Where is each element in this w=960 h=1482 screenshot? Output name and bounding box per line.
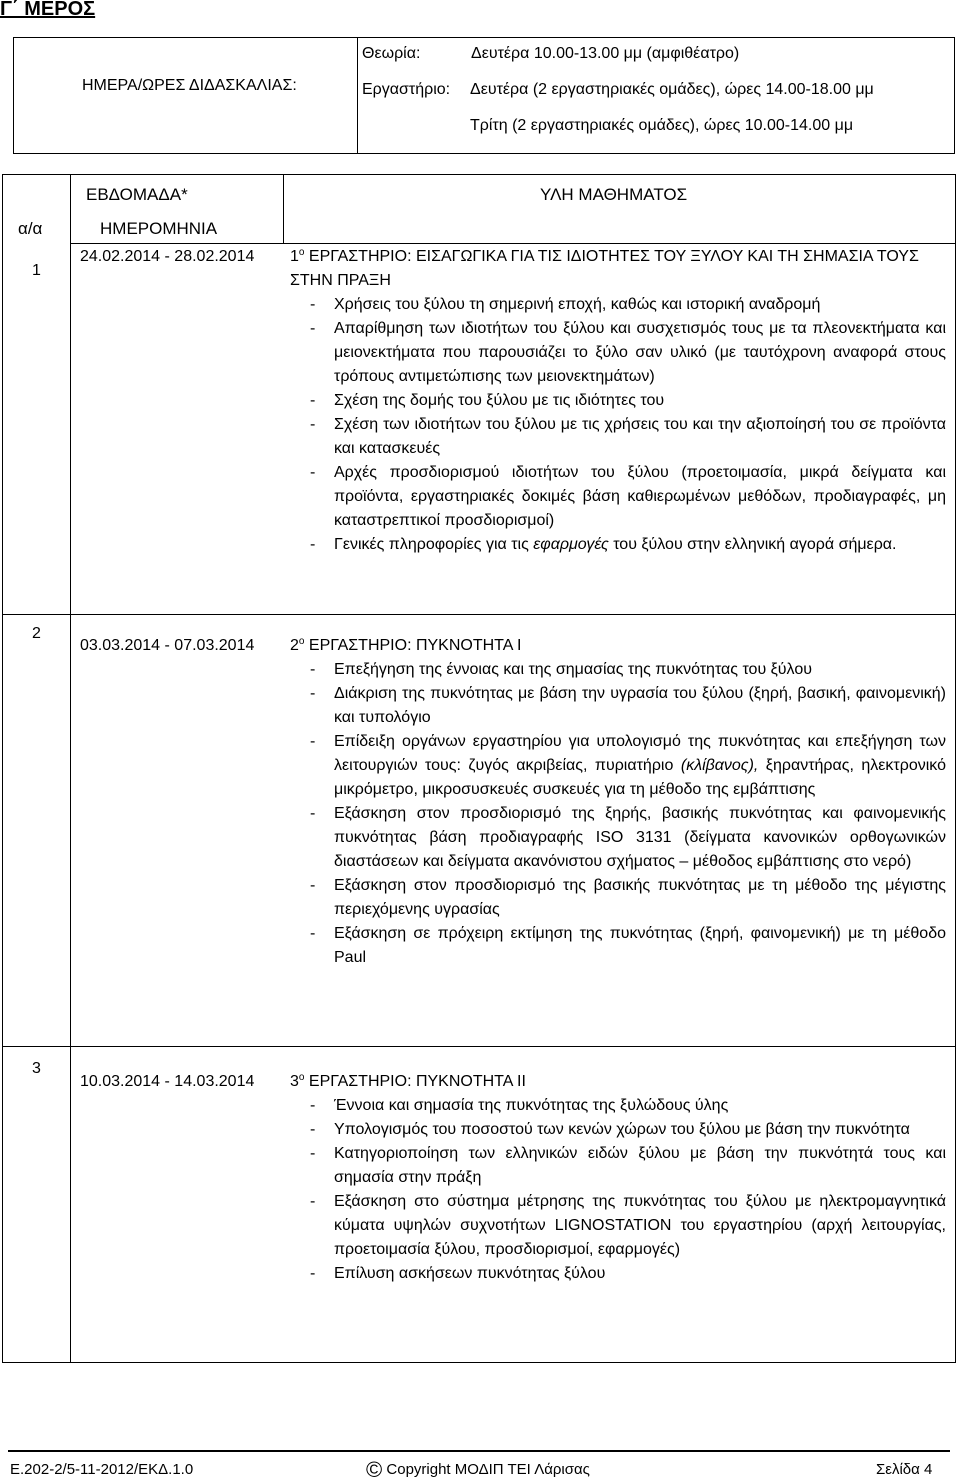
list-item: - Χρήσεις του ξύλου τη σημερινή εποχή, καθώς και ιστορική αναδρομή [310, 296, 821, 313]
list-item: - Σχέση των ιδιοτήτων του ξύλου με τις χρήσεις του και την αξιοποίησή του σε προϊόντα και κατασκευές [310, 416, 946, 457]
footer-code: Ε.202-2/5-11-2012/ΕΚΔ.1.0 [10, 1461, 194, 1478]
week-number: 2 [32, 625, 41, 642]
week-number: 3 [32, 1060, 41, 1077]
schedule-label: ΗΜΕΡΑ/ΩΡΕΣ ΔΙΔΑΣΚΑΛΙΑΣ: [82, 77, 297, 94]
list-item: - Εξάσκηση στον προσδιορισμό της ξηρής, βασικής πυκνότητας και φαινομενικής πυκνότητας βάση προδιαγραφής ISO 3131 (δείγματα κανονικών ορθογωνικών διαστάσεων και δείγματα ακανόνιστου σχήματος – μέθοδος εμβάπτισης στο νερό) [310, 805, 946, 870]
theory-value: Δευτέρα 10.00-13.00 μμ (αμφιθέατρο) [471, 45, 740, 62]
list-item: - Υπολογισμός του ποσοστού των κενών χώρων του ξύλου με βάση την πυκνότητα [310, 1121, 910, 1138]
lab-value-1: Δευτέρα (2 εργαστηριακές ομάδες), ώρες 14.00-18.00 μμ [470, 81, 874, 98]
header-aa: α/α [18, 219, 43, 238]
row-separator-1 [2, 614, 956, 615]
list-item: - Κατηγοριοποίηση των ελληνικών ειδών ξύλου με βάση την πυκνότητά τους και σημασία στην πράξη [310, 1145, 946, 1186]
copyright-icon: © [366, 1457, 383, 1482]
week-date: 03.03.2014 - 07.03.2014 [80, 637, 255, 654]
week-date: 10.03.2014 - 14.03.2014 [80, 1073, 255, 1090]
lab-title: $3^o$ ΕΡΓΑΣΤΗΡΙΟ: ΠΥΚΝΟΤΗΤΑ ΙΙ [290, 1072, 526, 1090]
week-content [290, 634, 946, 970]
header-date: ΗΜΕΡΟΜΗΝΙΑ [100, 219, 218, 238]
week-content [290, 245, 946, 557]
list-item: - Διάκριση της πυκνότητας με βάση την υγρασία του ξύλου (ξηρή, βασική, φαινομενική) και τυπολόγιο [310, 685, 946, 726]
lab-value-2: Τρίτη (2 εργαστηριακές ομάδες), ώρες 10.00-14.00 μμ [470, 117, 854, 134]
footer-page: Σελίδα 4 [876, 1461, 933, 1478]
header-row-line [70, 243, 956, 244]
list-item: - Επίλυση ασκήσεων πυκνότητας ξύλου [310, 1265, 606, 1282]
section-title: Γ΄ ΜΕΡΟΣ [0, 0, 96, 20]
week-content [290, 1070, 946, 1286]
list-item: - Σχέση της δομής του ξύλου με τις ιδιότητες του [310, 392, 665, 409]
lab-title: $2^o$ ΕΡΓΑΣΤΗΡΙΟ: ΠΥΚΝΟΤΗΤΑ Ι [290, 636, 522, 654]
lab-title: $1^o$ ΕΡΓΑΣΤΗΡΙΟ: ΕΙΣΑΓΩΓΙΚΑ ΓΙΑ ΤΙΣ ΙΔΙΟΤΗΤΕΣ ΤΟΥ ΞΥΛΟΥ ΚΑΙ ΤΗ ΣΗΜΑΣΙΑ ΤΟΥΣ ΣΤΗΝ ΠΡΑΞΗ [290, 247, 919, 289]
header-week: ΕΒΔΟΜΑΔΑ* [86, 185, 188, 204]
footer-rule [8, 1450, 950, 1452]
copyright-text: Copyright ΜΟΔΙΠ ΤΕΙ Λάρισας [386, 1461, 590, 1478]
list-item: - Έννοια και σημασία της πυκνότητας της ξυλώδους ύλης [310, 1097, 729, 1114]
lab-label: Εργαστήριο: [362, 81, 451, 98]
list-item: - Επίδειξη οργάνων εργαστηρίου για υπολογισμό της πυκνότητας και επεξήγηση των λειτουργιών τους: ζυγός ακριβείας, πυριατήριο (κλίβανος), ξηραντήρας, ηλεκτρονικό μικρόμετρο, μικροσυσκευές συσκευές για τη μέθοδο της εμβάπτισης [310, 733, 947, 798]
week-date: 24.02.2014 - 28.02.2014 [80, 248, 255, 265]
list-item: - Αρχές προσδιορισμού ιδιοτήτων του ξύλου (προετοιμασία, μικρά δείγματα και προϊόντα, εργαστηριακές δοκιμές βάση καθιερωμένων μεθόδων, προδιαγραφές, μη καταστρεπτικοί προσδιορισμοί) [310, 464, 946, 529]
list-item: - Απαρίθμηση των ιδιοτήτων του ξύλου και συσχετισμός τους με τα πλεονεκτήματα και μειονεκτήματα που παρουσιάζει το ξύλο σαν υλικό (με ταυτόχρονη αναφορά στους τρόπους αντιμετώπισης των μειονεκτημάτων) [310, 320, 946, 385]
header-material: ΥΛΗ ΜΑΘΗΜΑΤΟΣ [540, 185, 688, 204]
footer-copyright [366, 1457, 590, 1482]
list-item: - Εξάσκηση σε πρόχειρη εκτίμηση της πυκνότητας (ξηρή, φαινομενική) με τη μέθοδο Paul [310, 925, 946, 966]
col-divider-aa [70, 174, 71, 1363]
theory-label: Θεωρία: [362, 45, 421, 62]
list-item: - Εξάσκηση στον προσδιορισμό της βασικής πυκνότητας με τη μέθοδο της μέγιστης περιεχόμενης υγρασίας [310, 877, 946, 918]
row-separator-2 [2, 1046, 956, 1047]
week-number: 1 [32, 262, 41, 279]
list-item: - Επεξήγηση της έννοιας και της σημασίας της πυκνότητας του ξύλου [310, 661, 812, 678]
col-divider-date [283, 174, 284, 244]
list-item: - Εξάσκηση στο σύστημα μέτρησης της πυκνότητας του ξύλου με ηλεκτρομαγνητικά κύματα υψηλών συχνοτήτων LIGNOSTATION του εργαστηρίου (αρχή λειτουργίας, προετοιμασία ξύλου, προσδιορισμοί, εφαρμογές) [310, 1193, 946, 1258]
list-item: - Γενικές πληροφορίες για τις εφαρμογές του ξύλου στην ελληνική αγορά σήμερα. [310, 536, 897, 553]
schedule-divider [357, 37, 358, 154]
